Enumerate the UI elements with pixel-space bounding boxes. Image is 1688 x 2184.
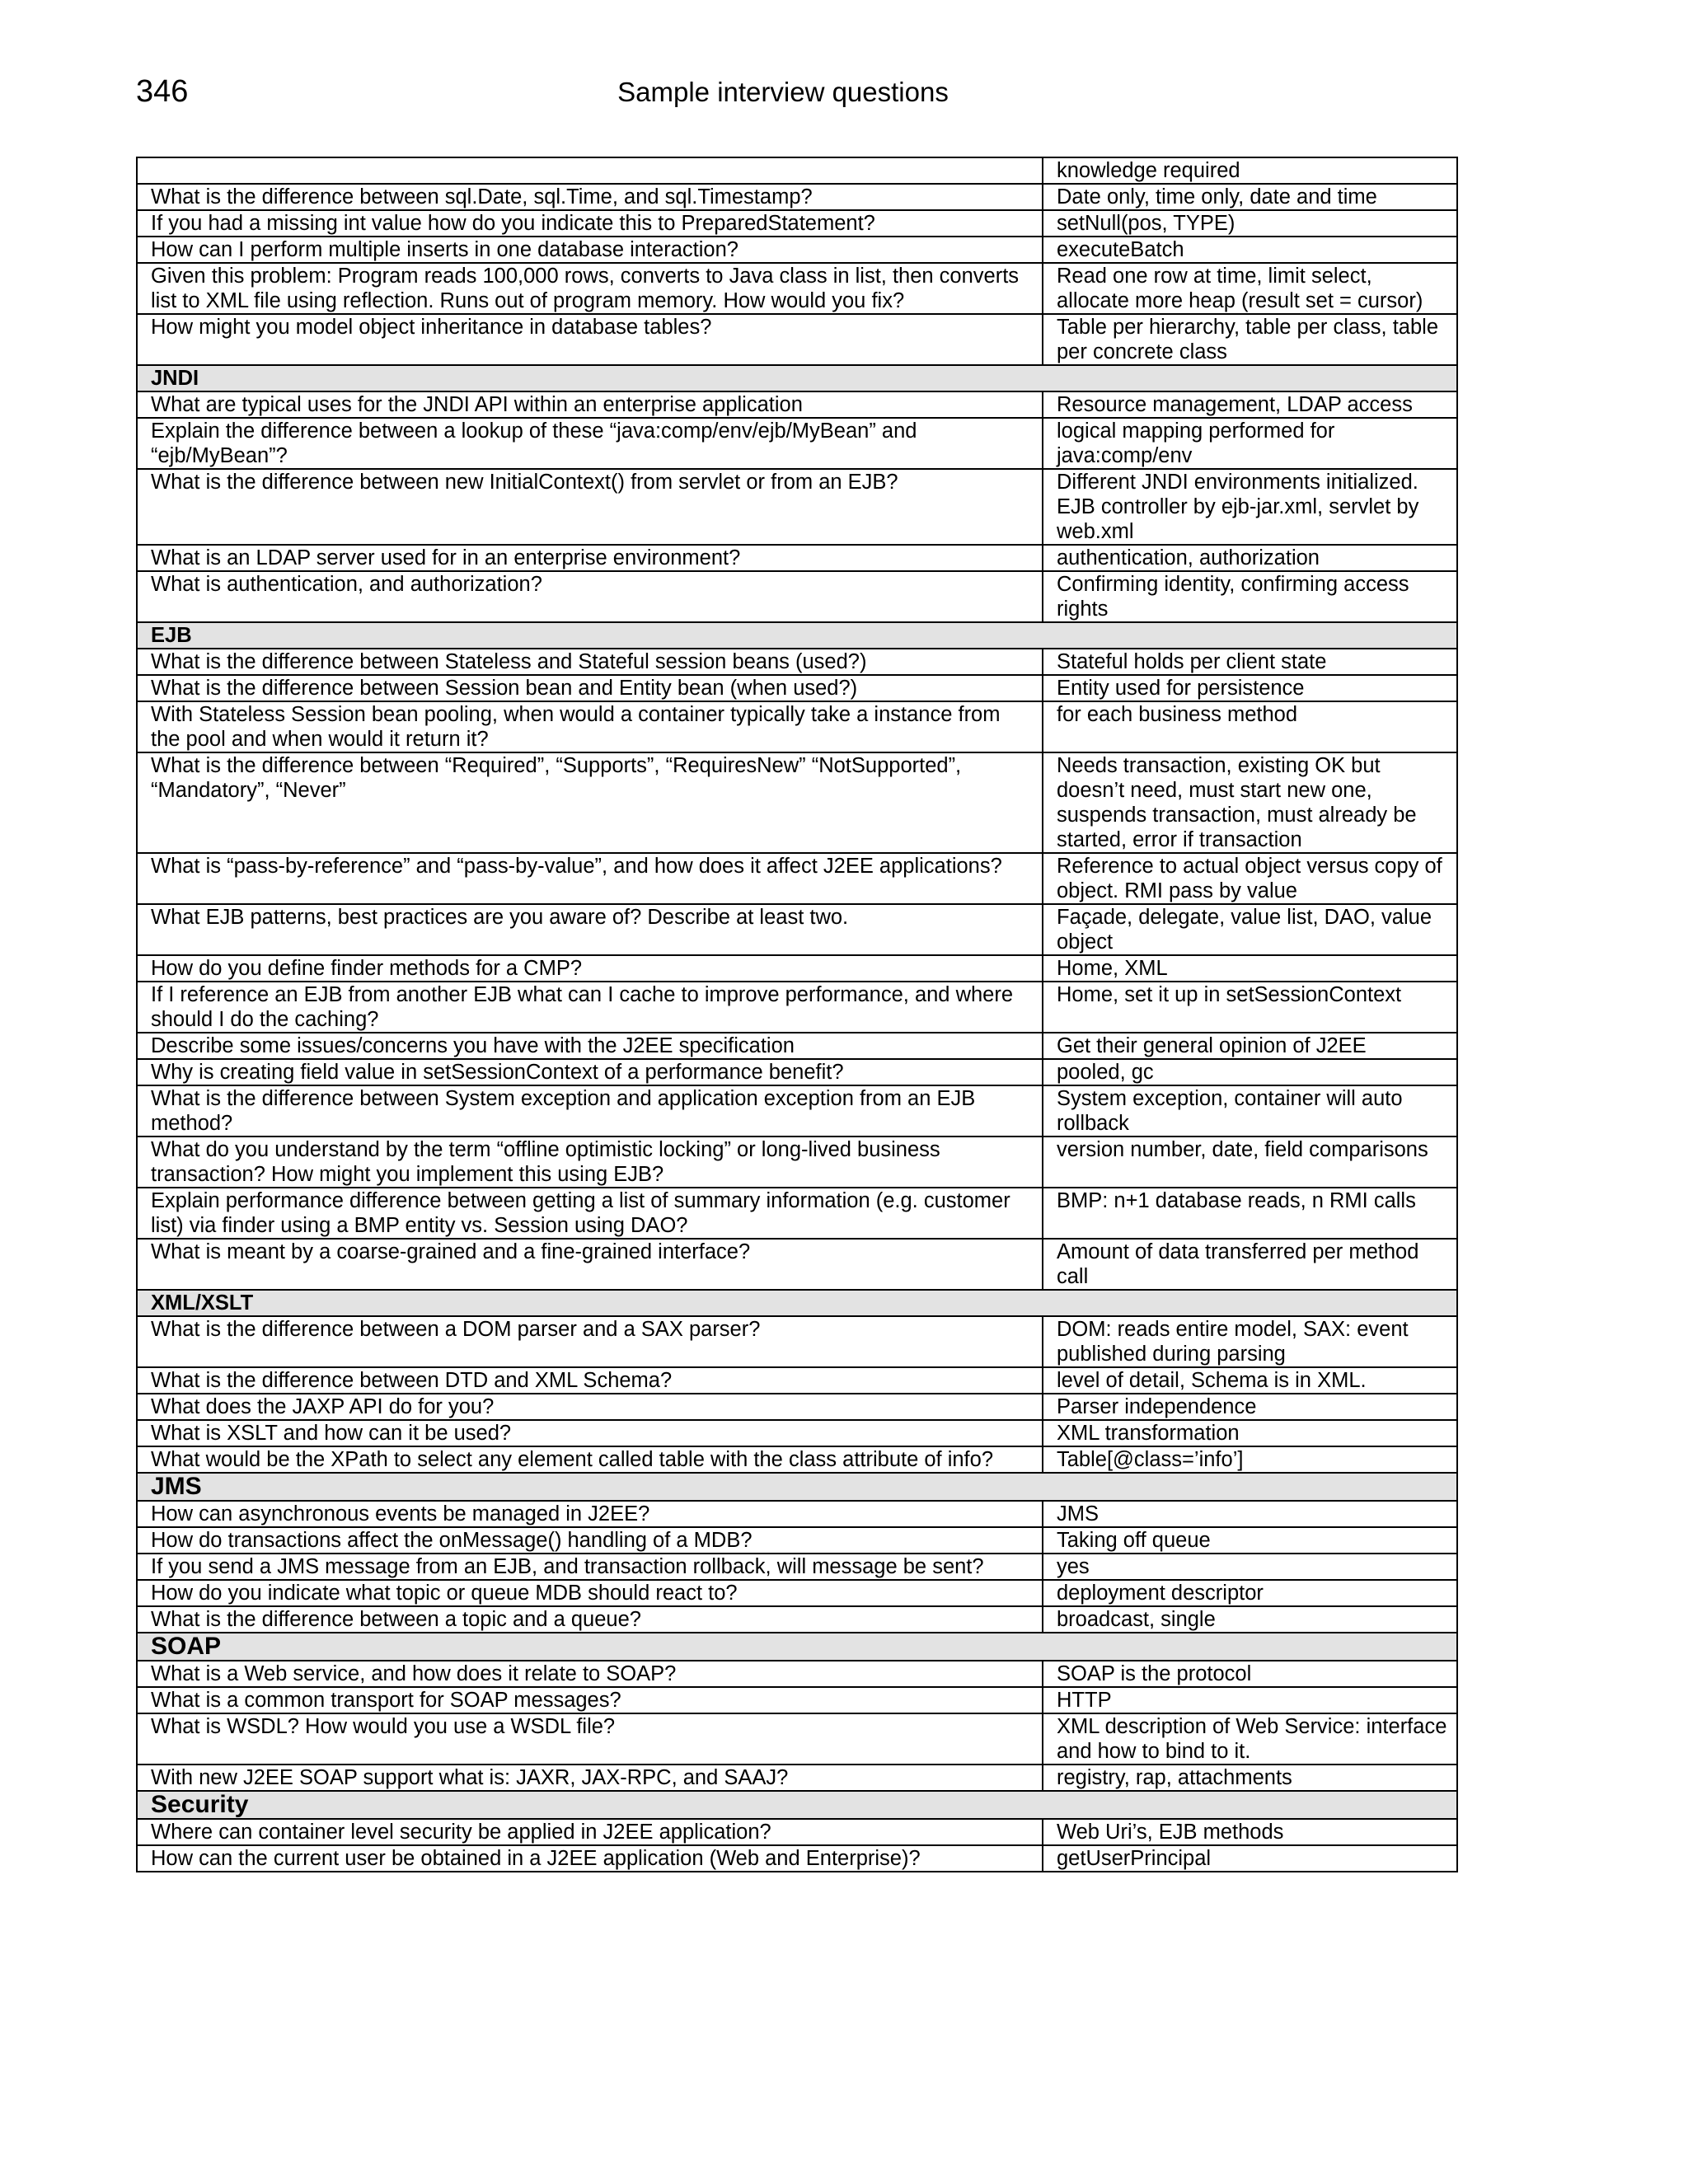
table-row [137,469,1457,545]
table-row [137,1501,1457,1527]
table-row [137,1554,1457,1580]
question-cell: What is a Web service, and how does it relate to SOAP? [137,1661,1043,1687]
table-row [137,571,1457,622]
answer-cell: SOAP is the protocol [1043,1661,1457,1687]
interview-questions-table [136,157,1458,1872]
question-cell: What is the difference between a DOM parser and a SAX parser? [137,1316,1043,1367]
question-cell: What would be the XPath to select any element called table with the class attribute of info? [137,1446,1043,1473]
question-cell: How do you define finder methods for a CMP? [137,955,1043,982]
table-row [137,1188,1457,1239]
table-body [137,157,1457,1872]
answer-cell: Home, XML [1043,955,1457,982]
question-cell: Given this problem: Program reads 100,000 rows, converts to Java class in list, then converts list to XML file using reflection. Runs out of program memory. How would you fix? [137,263,1043,314]
answer-cell: XML description of Web Service: interface and how to bind to it. [1043,1713,1457,1765]
answer-cell: deployment descriptor [1043,1580,1457,1606]
table-row [137,675,1457,701]
table-row [137,184,1457,210]
table-row [137,1394,1457,1420]
table-row [137,1033,1457,1059]
question-cell: What EJB patterns, best practices are you aware of? Describe at least two. [137,904,1043,955]
answer-cell: level of detail, Schema is in XML. [1043,1367,1457,1394]
question-cell: What is the difference between Stateless and Stateful session beans (used?) [137,649,1043,675]
question-cell: What does the JAXP API do for you? [137,1394,1043,1420]
table-row [137,545,1457,571]
answer-cell: Reference to actual object versus copy of object. RMI pass by value [1043,853,1457,904]
question-cell: What are typical uses for the JNDI API within an enterprise application [137,391,1043,418]
section-header-row [137,1791,1457,1819]
answer-cell: Date only, time only, date and time [1043,184,1457,210]
question-cell: What is XSLT and how can it be used? [137,1420,1043,1446]
section-header: JMS [137,1473,1457,1501]
running-title: Sample interview questions [617,77,949,107]
answer-cell: setNull(pos, TYPE) [1043,210,1457,237]
answer-cell: Façade, delegate, value list, DAO, value object [1043,904,1457,955]
answer-cell: HTTP [1043,1687,1457,1713]
answer-cell: for each business method [1043,701,1457,752]
question-cell: What is WSDL? How would you use a WSDL file? [137,1713,1043,1765]
answer-cell: JMS [1043,1501,1457,1527]
table-row [137,752,1457,853]
question-cell: What is meant by a coarse-grained and a fine-grained interface? [137,1239,1043,1290]
answer-cell: Different JNDI environments initialized. EJB controller by ejb-jar.xml, servlet by web.xml [1043,469,1457,545]
answer-cell: Parser independence [1043,1394,1457,1420]
table-row [137,1239,1457,1290]
table-row [137,1765,1457,1791]
answer-cell: Amount of data transferred per method call [1043,1239,1457,1290]
question-cell: What is a common transport for SOAP messages? [137,1687,1043,1713]
answer-cell: Home, set it up in setSessionContext [1043,982,1457,1033]
question-cell: How do you indicate what topic or queue MDB should react to? [137,1580,1043,1606]
answer-cell: yes [1043,1554,1457,1580]
table-row [137,157,1457,184]
question-cell: What is the difference between DTD and XML Schema? [137,1367,1043,1394]
table-row [137,1845,1457,1872]
answer-cell: DOM: reads entire model, SAX: event published during parsing [1043,1316,1457,1367]
answer-cell: Taking off queue [1043,1527,1457,1554]
answer-cell: Web Uri’s, EJB methods [1043,1819,1457,1845]
section-header-row [137,1290,1457,1316]
question-cell: How can asynchronous events be managed in J2EE? [137,1501,1043,1527]
section-header: Security [137,1791,1457,1819]
table-row [137,701,1457,752]
answer-cell: knowledge required [1043,157,1457,184]
answer-cell: Stateful holds per client state [1043,649,1457,675]
table-row [137,649,1457,675]
question-cell: What is an LDAP server used for in an enterprise environment? [137,545,1043,571]
table-row [137,391,1457,418]
table-row [137,904,1457,955]
answer-cell: BMP: n+1 database reads, n RMI calls [1043,1188,1457,1239]
question-cell: With Stateless Session bean pooling, when would a container typically take a instance from the pool and when would it return it? [137,701,1043,752]
section-header: XML/XSLT [137,1290,1457,1316]
answer-cell: pooled, gc [1043,1059,1457,1085]
table-row [137,955,1457,982]
answer-cell: System exception, container will auto rollback [1043,1085,1457,1137]
table-row [137,263,1457,314]
table-row [137,1606,1457,1633]
table-row [137,1527,1457,1554]
table-row [137,1367,1457,1394]
table-row [137,1819,1457,1845]
question-cell: What is the difference between System exception and application exception from an EJB method? [137,1085,1043,1137]
question-cell: What is the difference between “Required”, “Supports”, “RequiresNew” “NotSupported”, “Mandatory”, “Never” [137,752,1043,853]
question-cell [137,157,1043,184]
question-cell: What is authentication, and authorization? [137,571,1043,622]
question-cell: Explain performance difference between getting a list of summary information (e.g. customer list) via finder using a BMP entity vs. Session using DAO? [137,1188,1043,1239]
table-row [137,1446,1457,1473]
section-header: JNDI [137,365,1457,391]
answer-cell: broadcast, single [1043,1606,1457,1633]
table-row [137,1085,1457,1137]
question-cell: What is the difference between Session bean and Entity bean (when used?) [137,675,1043,701]
table-row [137,314,1457,365]
question-cell: With new J2EE SOAP support what is: JAXR, JAX-RPC, and SAAJ? [137,1765,1043,1791]
question-cell: Describe some issues/concerns you have with the J2EE specification [137,1033,1043,1059]
table-row [137,1687,1457,1713]
question-cell: How do transactions affect the onMessage() handling of a MDB? [137,1527,1043,1554]
answer-cell: executeBatch [1043,237,1457,263]
page-number: 346 [136,74,189,109]
question-cell: What is the difference between sql.Date, sql.Time, and sql.Timestamp? [137,184,1043,210]
answer-cell: version number, date, field comparisons [1043,1137,1457,1188]
section-header-row [137,1473,1457,1501]
section-header-row [137,622,1457,649]
question-cell: If you send a JMS message from an EJB, and transaction rollback, will message be sent? [137,1554,1043,1580]
answer-cell: authentication, authorization [1043,545,1457,571]
table-row [137,1137,1457,1188]
answer-cell: getUserPrincipal [1043,1845,1457,1872]
section-header-row [137,365,1457,391]
question-cell: How might you model object inheritance in database tables? [137,314,1043,365]
table-row [137,1580,1457,1606]
answer-cell: XML transformation [1043,1420,1457,1446]
answer-cell: Get their general opinion of J2EE [1043,1033,1457,1059]
question-cell: If you had a missing int value how do you indicate this to PreparedStatement? [137,210,1043,237]
question-cell: Where can container level security be applied in J2EE application? [137,1819,1043,1845]
answer-cell: logical mapping performed for java:comp/env [1043,418,1457,469]
table-row [137,237,1457,263]
answer-cell: registry, rap, attachments [1043,1765,1457,1791]
question-cell: What is “pass-by-reference” and “pass-by-value”, and how does it affect J2EE applications? [137,853,1043,904]
answer-cell: Table per hierarchy, table per class, table per concrete class [1043,314,1457,365]
answer-cell: Table[@class=’info’] [1043,1446,1457,1473]
question-cell: Explain the difference between a lookup of these “java:comp/env/ejb/MyBean” and “ejb/MyBean”? [137,418,1043,469]
question-cell: How can I perform multiple inserts in one database interaction? [137,237,1043,263]
question-cell: Why is creating field value in setSessionContext of a performance benefit? [137,1059,1043,1085]
table-row [137,1713,1457,1765]
section-header-row [137,1633,1457,1661]
answer-cell: Resource management, LDAP access [1043,391,1457,418]
table-row [137,982,1457,1033]
table-row [137,210,1457,237]
answer-cell: Read one row at time, limit select, allocate more heap (result set = cursor) [1043,263,1457,314]
answer-cell: Entity used for persistence [1043,675,1457,701]
answer-cell: Needs transaction, existing OK but doesn’t need, must start new one, suspends transaction, must already be started, error if transaction [1043,752,1457,853]
question-cell: How can the current user be obtained in a J2EE application (Web and Enterprise)? [137,1845,1043,1872]
table-row [137,418,1457,469]
table-row [137,1661,1457,1687]
question-cell: What is the difference between new InitialContext() from servlet or from an EJB? [137,469,1043,545]
answer-cell: Confirming identity, confirming access rights [1043,571,1457,622]
section-header: SOAP [137,1633,1457,1661]
table-row [137,1420,1457,1446]
table-row [137,1059,1457,1085]
question-cell: If I reference an EJB from another EJB what can I cache to improve performance, and where should I do the caching? [137,982,1043,1033]
table-row [137,1316,1457,1367]
section-header: EJB [137,622,1457,649]
question-cell: What is the difference between a topic and a queue? [137,1606,1043,1633]
question-cell: What do you understand by the term “offline optimistic locking” or long-lived business transaction? How might you implement this using EJB? [137,1137,1043,1188]
table-row [137,853,1457,904]
